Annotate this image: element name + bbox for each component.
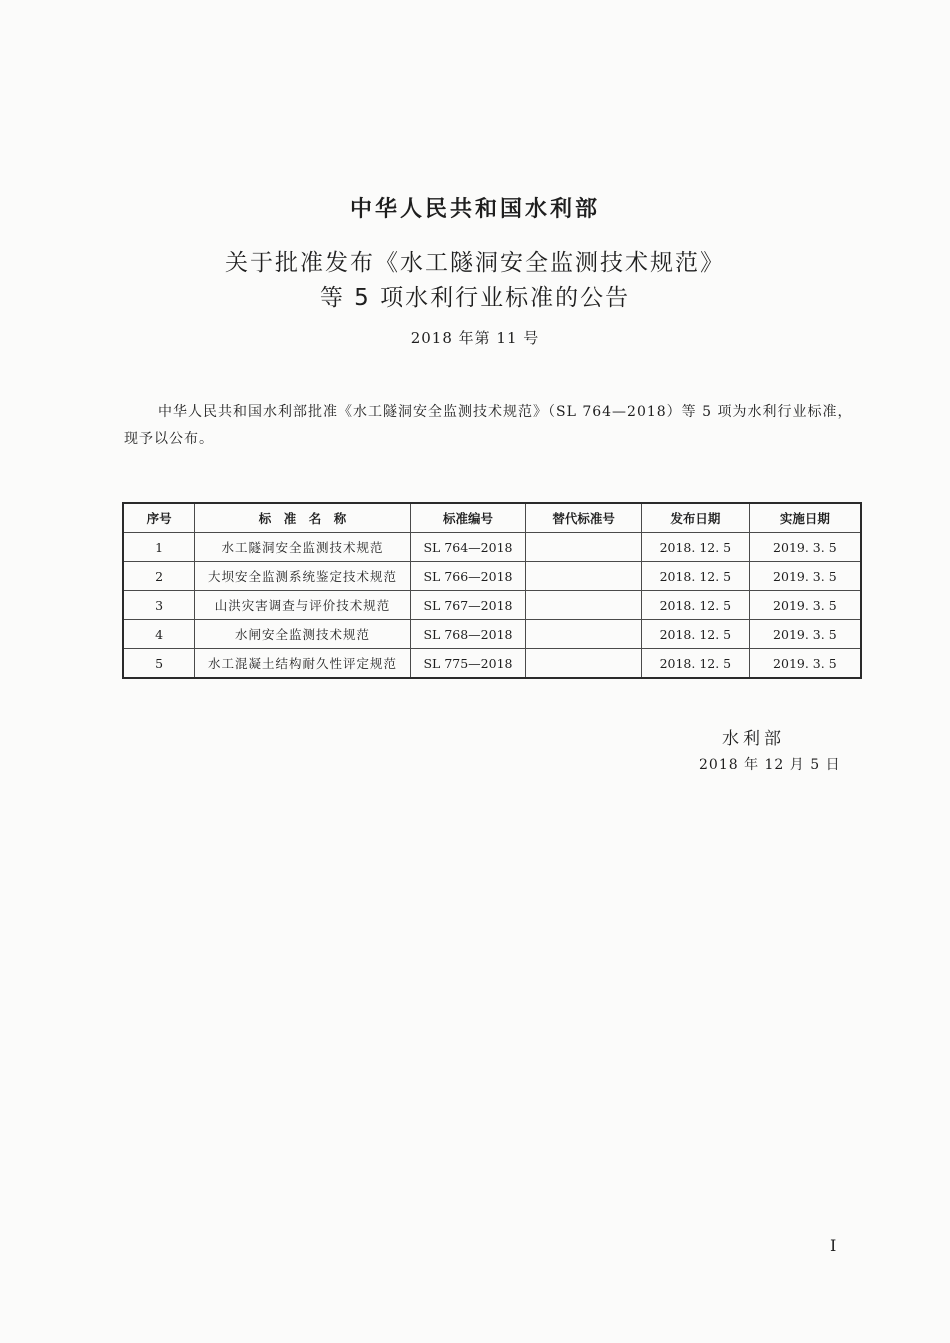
cell-replaces xyxy=(526,591,642,620)
header-replaces: 替代标准号 xyxy=(526,503,642,533)
cell-issued: 2018. 12. 5 xyxy=(641,620,749,649)
header-name: 标 准 名 称 xyxy=(195,503,410,533)
table-row xyxy=(123,562,861,591)
cell-no: 1 xyxy=(123,533,195,562)
cell-issued: 2018. 12. 5 xyxy=(641,649,749,679)
cell-code: SL 775—2018 xyxy=(410,649,526,679)
cell-effective: 2019. 3. 5 xyxy=(749,649,861,679)
cell-effective: 2019. 3. 5 xyxy=(749,533,861,562)
table-header-row xyxy=(123,503,861,533)
issuing-ministry: 中华人民共和国水利部 xyxy=(349,197,600,222)
signing-date: 2018 年 12 月 5 日 xyxy=(699,757,841,773)
cell-no: 3 xyxy=(123,591,195,620)
cell-name: 水工混凝土结构耐久性评定规范 xyxy=(195,649,410,679)
cell-effective: 2019. 3. 5 xyxy=(749,562,861,591)
cell-name: 水闸安全监测技术规范 xyxy=(195,620,410,649)
cell-no: 5 xyxy=(123,649,195,679)
table-row xyxy=(123,649,861,679)
announcement-title-line-1: 关于批准发布《水工隧洞安全监测技术规范》 xyxy=(225,250,725,276)
cell-name: 大坝安全监测系统鉴定技术规范 xyxy=(195,562,410,591)
cell-no: 2 xyxy=(123,562,195,591)
cell-code: SL 767—2018 xyxy=(410,591,526,620)
cell-effective: 2019. 3. 5 xyxy=(749,620,861,649)
header-no: 序号 xyxy=(123,503,195,533)
table-row xyxy=(123,533,861,562)
document-number: 2018 年第 11 号 xyxy=(410,329,540,347)
standards-table xyxy=(122,502,862,679)
cell-code: SL 768—2018 xyxy=(410,620,526,649)
announcement-paragraph: 中华人民共和国水利部批准《水工隧洞安全监测技术规范》（SL 764—2018）等 5 项为水利行业标准，现予以公布。 xyxy=(124,404,853,447)
table-row xyxy=(123,620,861,649)
header-issued: 发布日期 xyxy=(641,503,749,533)
header-code: 标准编号 xyxy=(410,503,526,533)
cell-replaces xyxy=(526,562,642,591)
cell-replaces xyxy=(526,533,642,562)
cell-issued: 2018. 12. 5 xyxy=(641,533,749,562)
page-number: I xyxy=(830,1236,837,1255)
cell-issued: 2018. 12. 5 xyxy=(641,591,749,620)
cell-code: SL 766—2018 xyxy=(410,562,526,591)
cell-replaces xyxy=(526,649,642,679)
announcement-title-line-2: 等 5 项水利行业标准的公告 xyxy=(319,285,631,311)
table-row xyxy=(123,591,861,620)
cell-name: 山洪灾害调查与评价技术规范 xyxy=(195,591,410,620)
cell-replaces xyxy=(526,620,642,649)
cell-no: 4 xyxy=(123,620,195,649)
cell-name: 水工隧洞安全监测技术规范 xyxy=(195,533,410,562)
cell-effective: 2019. 3. 5 xyxy=(749,591,861,620)
header-effective: 实施日期 xyxy=(749,503,861,533)
signing-authority: 水利部 xyxy=(722,729,785,749)
cell-code: SL 764—2018 xyxy=(410,533,526,562)
cell-issued: 2018. 12. 5 xyxy=(641,562,749,591)
